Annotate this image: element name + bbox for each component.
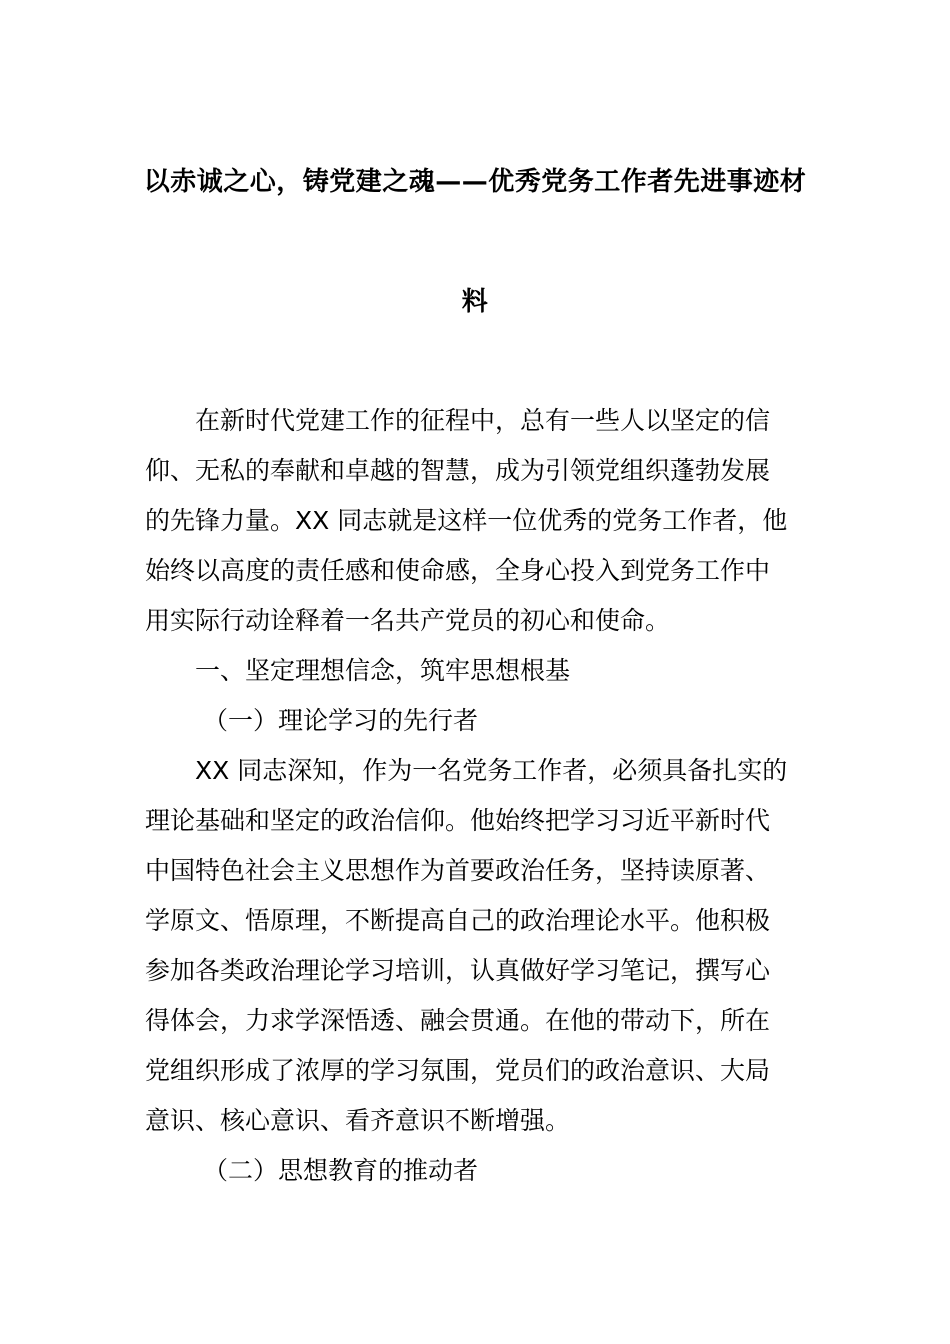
section-heading-1: 一、坚定理想信念，筑牢思想根基 [195,656,571,685]
paragraph-2-line-6: 得体会，力求学深悟透、融会贯通。在他的带动下，所在 [145,1006,771,1035]
paragraph-2-line-4: 学原文、悟原理，不断提高自己的政治理论水平。他积极 [145,906,771,935]
subsection-heading-1: （一）理论学习的先行者 [203,706,479,735]
paragraph-1-line-3: 的先锋力量。XX 同志就是这样一位优秀的党务工作者，他 [145,506,788,535]
paragraph-2-line-7: 党组织形成了浓厚的学习氛围，党员们的政治意识、大局 [145,1056,771,1085]
paragraph-1-line-2: 仰、无私的奉献和卓越的智慧，成为引领党组织蓬勃发展 [145,456,771,485]
paragraph-2-line-3: 中国特色社会主义思想作为首要政治任务，坚持读原著、 [145,856,771,885]
paragraph-2-line-8: 意识、核心意识、看齐意识不断增强。 [145,1106,571,1135]
paragraph-2-line-2: 理论基础和坚定的政治信仰。他始终把学习习近平新时代 [145,806,771,835]
paragraph-1-line-5: 用实际行动诠释着一名共产党员的初心和使命。 [145,606,671,635]
paragraph-2-line-5: 参加各类政治理论学习培训，认真做好学习笔记，撰写心 [145,956,771,985]
subsection-heading-2: （二）思想教育的推动者 [203,1156,479,1185]
paragraph-2-line-1: XX 同志深知，作为一名党务工作者，必须具备扎实的 [195,756,788,785]
paragraph-1-line-4: 始终以高度的责任感和使命感，全身心投入到党务工作中 [145,556,771,585]
paragraph-1-line-1: 在新时代党建工作的征程中，总有一些人以坚定的信 [195,406,771,435]
document-title-line-1: 以赤诚之心，铸党建之魂——优秀党务工作者先进事迹材 [143,167,807,197]
document-title-line-2: 料 [461,287,489,317]
